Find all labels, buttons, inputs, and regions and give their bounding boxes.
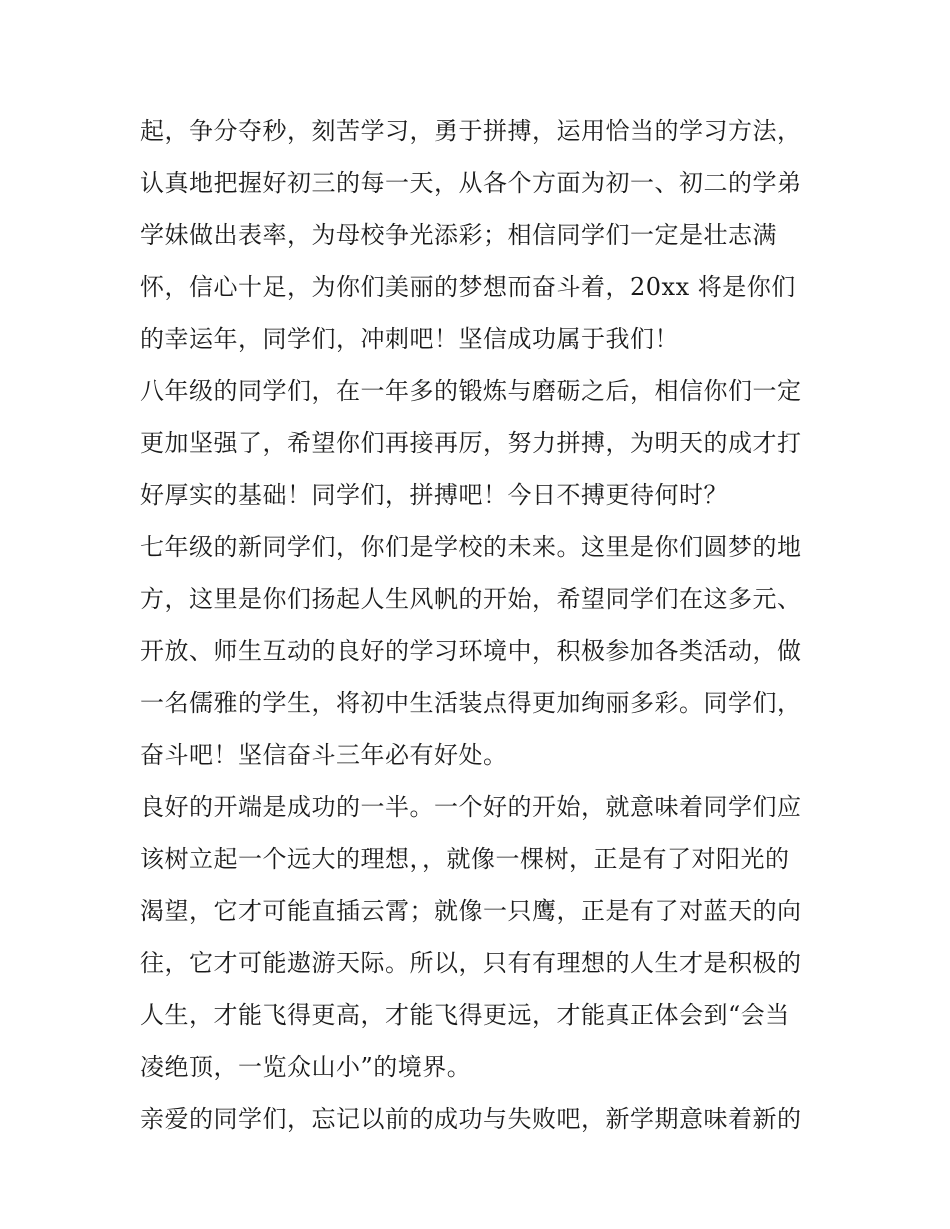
text-line: 凌绝顶，一览众山小”的境界。 xyxy=(140,1053,472,1081)
text-line: 该树立起一个远大的理想，，就像一棵树，正是有了对阳光的 xyxy=(140,845,790,873)
text-line: 良好的开端是成功的一半。一个好的开始，就意味着同学们应 xyxy=(140,793,802,821)
text-line: 学妹做出表率，为母校争光添彩；相信同学们一定是壮志满 xyxy=(140,221,777,249)
body-text xyxy=(140,105,820,1145)
text-line: 七年级的新同学们，你们是学校的未来。这里是你们圆梦的地 xyxy=(140,533,802,561)
text-line: 的幸运年，同学们，冲刺吧！坚信成功属于我们！ xyxy=(140,325,679,353)
text-line: 方，这里是你们扬起人生风帆的开始，希望同学们在这多元、 xyxy=(140,585,802,613)
text-line: 渴望，它才可能直插云霄；就像一只鹰，正是有了对蓝天的向 xyxy=(140,897,802,925)
text-line: 亲爱的同学们，忘记以前的成功与失败吧，新学期意味着新的 xyxy=(140,1105,802,1133)
text-line: 认真地把握好初三的每一天，从各个方面为初一、初二的学弟 xyxy=(140,169,802,197)
text-line: 怀，信心十足，为你们美丽的梦想而奋斗着，20xx 将是你们 xyxy=(140,273,796,301)
text-line: 往，它才可能遨游天际。所以，只有有理想的人生才是积极的 xyxy=(140,949,802,977)
text-line: 好厚实的基础！同学们，拼搏吧！今日不搏更待何时？ xyxy=(140,481,728,509)
text-line: 奋斗吧！坚信奋斗三年必有好处。 xyxy=(140,741,508,769)
text-line: 开放、师生互动的良好的学习环境中，积极参加各类活动，做 xyxy=(140,637,802,665)
text-line: 起，争分夺秒，刻苦学习，勇于拼搏，运用恰当的学习方法， xyxy=(140,117,802,145)
text-line: 人生，才能飞得更高，才能飞得更远，才能真正体会到“会当 xyxy=(140,1001,790,1029)
text-line: 一名儒雅的学生，将初中生活装点得更加绚丽多彩。同学们， xyxy=(140,689,802,717)
text-line: 更加坚强了，希望你们再接再厉，努力拼搏，为明天的成才打 xyxy=(140,429,802,457)
text-line: 八年级的同学们，在一年多的锻炼与磨砺之后，相信你们一定 xyxy=(140,377,802,405)
